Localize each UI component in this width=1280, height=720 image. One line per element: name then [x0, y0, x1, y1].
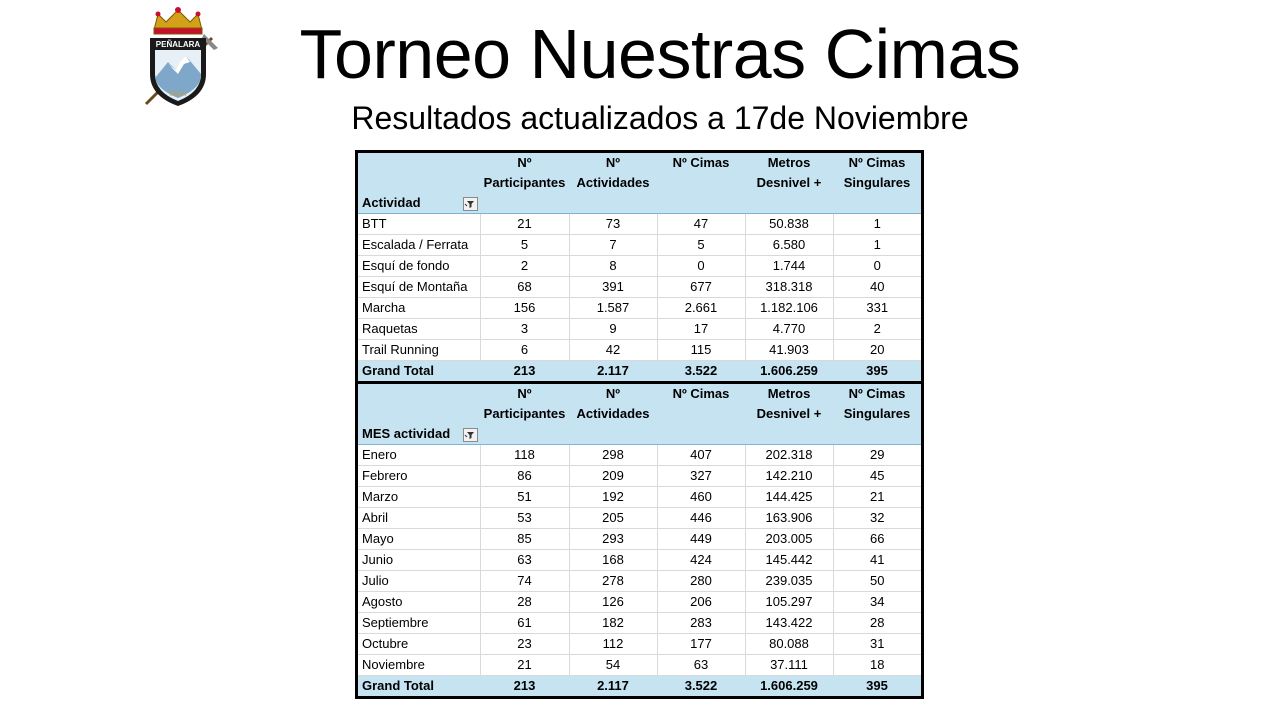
singulares-cell: 18	[833, 654, 921, 675]
table-row	[358, 297, 921, 318]
singulares-cell: 29	[833, 444, 921, 465]
singulares-cell: 34	[833, 591, 921, 612]
pivot-table-actividad	[355, 150, 924, 384]
table-row	[358, 612, 921, 633]
actividades-cell: 8	[569, 255, 657, 276]
mes-header-label: MES actividad	[362, 425, 451, 441]
cimas-cell: 47	[657, 213, 745, 234]
cimas-cell: 0	[657, 255, 745, 276]
col-header-actividades: Nº Actividades	[569, 384, 657, 444]
page-title: Torneo Nuestras Cimas	[299, 15, 1021, 93]
actividades-cell: 42	[569, 339, 657, 360]
table-row	[358, 465, 921, 486]
metros-cell: 145.442	[745, 549, 833, 570]
table-row	[358, 213, 921, 234]
col-header-actividades: Nº Actividades	[569, 153, 657, 213]
table-row	[358, 318, 921, 339]
row-label: Mayo	[358, 528, 480, 549]
singulares-cell: 28	[833, 612, 921, 633]
metros-cell: 4.770	[745, 318, 833, 339]
participantes-cell: 5	[480, 234, 569, 255]
singulares-cell: 32	[833, 507, 921, 528]
participantes-cell: 53	[480, 507, 569, 528]
metros-cell: 144.425	[745, 486, 833, 507]
row-label: Abril	[358, 507, 480, 528]
metros-cell: 105.297	[745, 591, 833, 612]
participantes-cell: 28	[480, 591, 569, 612]
table-row	[358, 444, 921, 465]
cimas-cell: 63	[657, 654, 745, 675]
grand-total-label: Grand Total	[358, 360, 480, 381]
participantes-cell: 63	[480, 549, 569, 570]
metros-cell: 80.088	[745, 633, 833, 654]
col-header-participantes: Nº Participantes	[480, 153, 569, 213]
metros-cell: 318.318	[745, 276, 833, 297]
metros-cell: 239.035	[745, 570, 833, 591]
actividades-cell: 293	[569, 528, 657, 549]
row-label-header	[358, 384, 480, 444]
actividades-cell: 298	[569, 444, 657, 465]
participantes-cell: 156	[480, 297, 569, 318]
singulares-cell: 41	[833, 549, 921, 570]
metros-cell: 142.210	[745, 465, 833, 486]
participantes-cell: 21	[480, 654, 569, 675]
total-actividades: 2.117	[569, 360, 657, 381]
singulares-cell: 0	[833, 255, 921, 276]
actividades-cell: 73	[569, 213, 657, 234]
cimas-cell: 177	[657, 633, 745, 654]
row-label: Noviembre	[358, 654, 480, 675]
cimas-cell: 407	[657, 444, 745, 465]
table-header-row	[358, 153, 921, 213]
row-label: Enero	[358, 444, 480, 465]
participantes-cell: 51	[480, 486, 569, 507]
col-header-singulares: Nº Cimas Singulares	[833, 153, 921, 213]
row-label: Septiembre	[358, 612, 480, 633]
participantes-cell: 61	[480, 612, 569, 633]
table-header-row	[358, 384, 921, 444]
participantes-cell: 118	[480, 444, 569, 465]
singulares-cell: 20	[833, 339, 921, 360]
total-actividades: 2.117	[569, 675, 657, 696]
participantes-cell: 23	[480, 633, 569, 654]
singulares-cell: 40	[833, 276, 921, 297]
actividades-cell: 209	[569, 465, 657, 486]
singulares-cell: 1	[833, 213, 921, 234]
metros-cell: 163.906	[745, 507, 833, 528]
row-label: Esquí de Montaña	[358, 276, 480, 297]
cimas-cell: 206	[657, 591, 745, 612]
actividades-cell: 182	[569, 612, 657, 633]
singulares-cell: 50	[833, 570, 921, 591]
col-header-cimas: Nº Cimas	[657, 384, 745, 444]
grand-total-row	[358, 360, 921, 381]
row-label: Febrero	[358, 465, 480, 486]
total-metros: 1.606.259	[745, 675, 833, 696]
cimas-cell: 5	[657, 234, 745, 255]
table-row	[358, 234, 921, 255]
metros-cell: 202.318	[745, 444, 833, 465]
cimas-cell: 446	[657, 507, 745, 528]
svg-text:PEÑALARA: PEÑALARA	[155, 40, 201, 49]
singulares-cell: 2	[833, 318, 921, 339]
table-body-mes	[358, 444, 921, 675]
filter-icon[interactable]	[463, 197, 478, 211]
row-label: Agosto	[358, 591, 480, 612]
participantes-cell: 74	[480, 570, 569, 591]
row-label: Esquí de fondo	[358, 255, 480, 276]
actividades-cell: 168	[569, 549, 657, 570]
singulares-cell: 331	[833, 297, 921, 318]
row-label: Trail Running	[358, 339, 480, 360]
table-row	[358, 549, 921, 570]
participantes-cell: 6	[480, 339, 569, 360]
cimas-cell: 283	[657, 612, 745, 633]
table-row	[358, 633, 921, 654]
cimas-cell: 460	[657, 486, 745, 507]
metros-cell: 143.422	[745, 612, 833, 633]
row-label: Julio	[358, 570, 480, 591]
cimas-cell: 677	[657, 276, 745, 297]
table-row	[358, 570, 921, 591]
participantes-cell: 86	[480, 465, 569, 486]
metros-cell: 41.903	[745, 339, 833, 360]
metros-cell: 50.838	[745, 213, 833, 234]
metros-cell: 203.005	[745, 528, 833, 549]
table-row	[358, 339, 921, 360]
table-row	[358, 276, 921, 297]
singulares-cell: 1	[833, 234, 921, 255]
col-header-metros: Metros Desnivel +	[745, 384, 833, 444]
cimas-cell: 115	[657, 339, 745, 360]
participantes-cell: 68	[480, 276, 569, 297]
row-label: Octubre	[358, 633, 480, 654]
actividades-cell: 278	[569, 570, 657, 591]
cimas-cell: 424	[657, 549, 745, 570]
metros-cell: 1.744	[745, 255, 833, 276]
col-header-metros: Metros Desnivel +	[745, 153, 833, 213]
actividad-header-label: Actividad	[362, 194, 421, 210]
participantes-cell: 21	[480, 213, 569, 234]
row-label: Escalada / Ferrata	[358, 234, 480, 255]
participantes-cell: 2	[480, 255, 569, 276]
table-row	[358, 654, 921, 675]
table-row	[358, 255, 921, 276]
total-singulares: 395	[833, 360, 921, 381]
cimas-cell: 2.661	[657, 297, 745, 318]
singulares-cell: 45	[833, 465, 921, 486]
actividades-cell: 205	[569, 507, 657, 528]
table-row	[358, 528, 921, 549]
total-metros: 1.606.259	[745, 360, 833, 381]
table-row	[358, 486, 921, 507]
actividades-cell: 54	[569, 654, 657, 675]
row-label: BTT	[358, 213, 480, 234]
row-label: Raquetas	[358, 318, 480, 339]
total-cimas: 3.522	[657, 675, 745, 696]
table-body-actividad	[358, 213, 921, 360]
total-participantes: 213	[480, 360, 569, 381]
actividades-cell: 126	[569, 591, 657, 612]
pivot-table-mes	[355, 381, 924, 699]
singulares-cell: 66	[833, 528, 921, 549]
actividades-cell: 192	[569, 486, 657, 507]
filter-icon[interactable]	[463, 428, 478, 442]
row-label: Marcha	[358, 297, 480, 318]
grand-total-label: Grand Total	[358, 675, 480, 696]
col-header-singulares: Nº Cimas Singulares	[833, 384, 921, 444]
participantes-cell: 3	[480, 318, 569, 339]
actividades-cell: 112	[569, 633, 657, 654]
metros-cell: 1.182.106	[745, 297, 833, 318]
singulares-cell: 21	[833, 486, 921, 507]
singulares-cell: 31	[833, 633, 921, 654]
actividades-cell: 1.587	[569, 297, 657, 318]
col-header-participantes: Nº Participantes	[480, 384, 569, 444]
cimas-cell: 327	[657, 465, 745, 486]
col-header-cimas: Nº Cimas	[657, 153, 745, 213]
page-subtitle: Resultados actualizados a 17de Noviembre	[351, 100, 969, 136]
cimas-cell: 17	[657, 318, 745, 339]
row-label: Junio	[358, 549, 480, 570]
metros-cell: 6.580	[745, 234, 833, 255]
total-participantes: 213	[480, 675, 569, 696]
table-row	[358, 507, 921, 528]
total-cimas: 3.522	[657, 360, 745, 381]
actividades-cell: 9	[569, 318, 657, 339]
row-label: Marzo	[358, 486, 480, 507]
table-row	[358, 591, 921, 612]
total-singulares: 395	[833, 675, 921, 696]
participantes-cell: 85	[480, 528, 569, 549]
cimas-cell: 280	[657, 570, 745, 591]
actividades-cell: 7	[569, 234, 657, 255]
actividades-cell: 391	[569, 276, 657, 297]
metros-cell: 37.111	[745, 654, 833, 675]
grand-total-row	[358, 675, 921, 696]
row-label-header	[358, 153, 480, 213]
cimas-cell: 449	[657, 528, 745, 549]
svg-text:RSEA: RSEA	[169, 90, 187, 98]
